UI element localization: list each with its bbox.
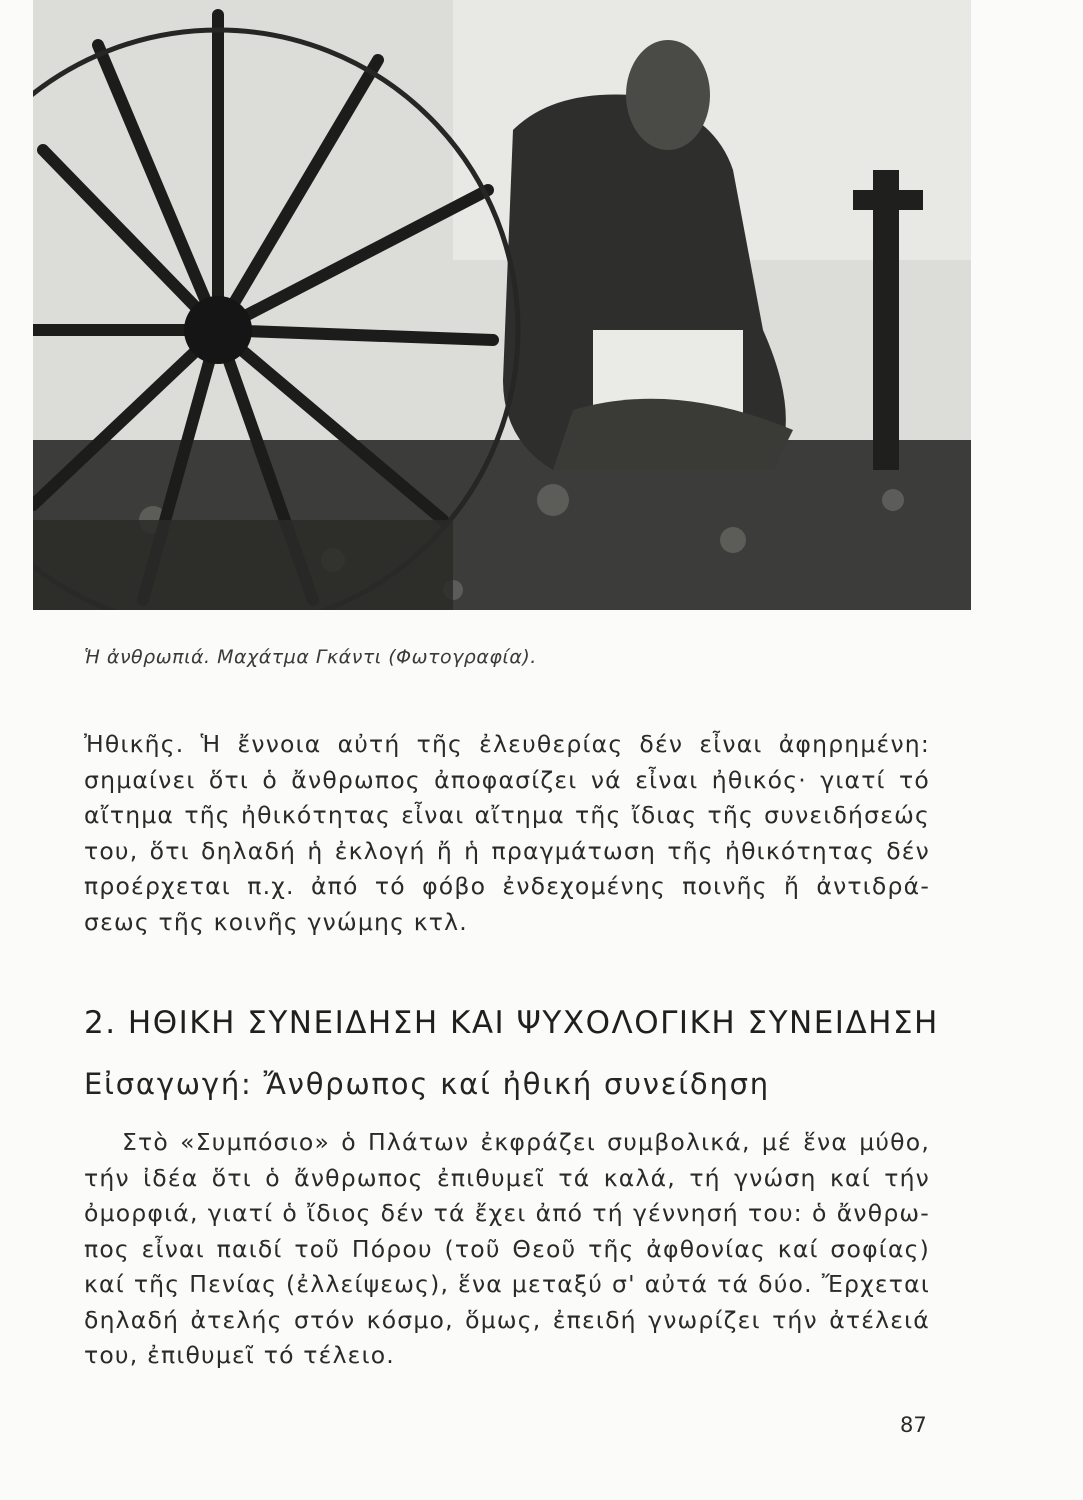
text-line: σεως τῆς κοινῆς γνώμης κτλ.: [84, 907, 468, 936]
text-line: Ἠθικῆς. Ἡ ἔννοια αὐτή τῆς ἐλευθερίας δέν εἶναι ἀφηρημένη:: [84, 730, 930, 758]
photo-gandhi-spinning-wheel-icon: [33, 0, 971, 610]
paragraph-symposium: [84, 1125, 930, 1374]
photo-caption: Ἡ ἀνθρωπιά. Μαχάτμα Γκάντι (Φωτογραφία).: [84, 646, 537, 668]
text-line: ὀμορφιά, γιατί ὁ ἴδιος δέν τά ἔχει ἀπό τή γέννησή του: ὁ ἄνθρω-: [84, 1199, 930, 1227]
photograph: [33, 0, 971, 610]
subsection-heading: Εἰσαγωγή: Ἄνθρωπος καί ἠθική συνείδηση: [84, 1067, 770, 1101]
text-line: πος εἶναι παιδί τοῦ Πόρου (τοῦ Θεοῦ τῆς ἀφθονίας καί σοφίας): [84, 1234, 930, 1263]
text-line: σημαίνει ὅτι ὁ ἄνθρωπος ἀποφασίζει νά εἶναι ἠθικός· γιατί τό: [84, 765, 930, 794]
section-heading: 2. ΗΘΙΚΗ ΣΥΝΕΙΔΗΣΗ ΚΑΙ ΨΥΧΟΛΟΓΙΚΗ ΣΥΝΕΙΔΗΣΗ: [84, 1005, 939, 1041]
page-number: 87: [900, 1413, 927, 1437]
text-line: αἴτημα τῆς ἠθικότητας εἶναι αἴτημα τῆς ἴδιας τῆς συνειδήσεώς: [84, 801, 930, 829]
text-line: του, ὅτι δηλαδή ἡ ἐκλογή ἤ ἡ πραγμάτωση τῆς ἠθικότητας δέν: [84, 836, 930, 865]
paragraph-ethics-freedom: [84, 727, 930, 940]
text-line: δηλαδή ἀτελής στόν κόσμο, ὅμως, ἐπειδή γνωρίζει τήν ἀτέλειά: [84, 1305, 930, 1334]
text-line: καί τῆς Πενίας (ἐλλείψεως), ἕνα μεταξύ σ' αὐτά τά δύο. Ἔρχεται: [84, 1270, 930, 1298]
text-line: τήν ἰδέα ὅτι ὁ ἄνθρωπος ἐπιθυμεῖ τά καλά, τή γνώση καί τήν: [84, 1163, 930, 1192]
text-line: Στὸ «Συμπόσιο» ὁ Πλάτων ἐκφράζει συμβολικά, μέ ἕνα μύθο,: [122, 1128, 930, 1156]
text-line: προέρχεται π.χ. ἀπό τό φόβο ἐνδεχομένης ποινῆς ἤ ἀντιδρά-: [84, 872, 930, 900]
text-line: του, ἐπιθυμεῖ τό τέλειο.: [84, 1341, 395, 1369]
